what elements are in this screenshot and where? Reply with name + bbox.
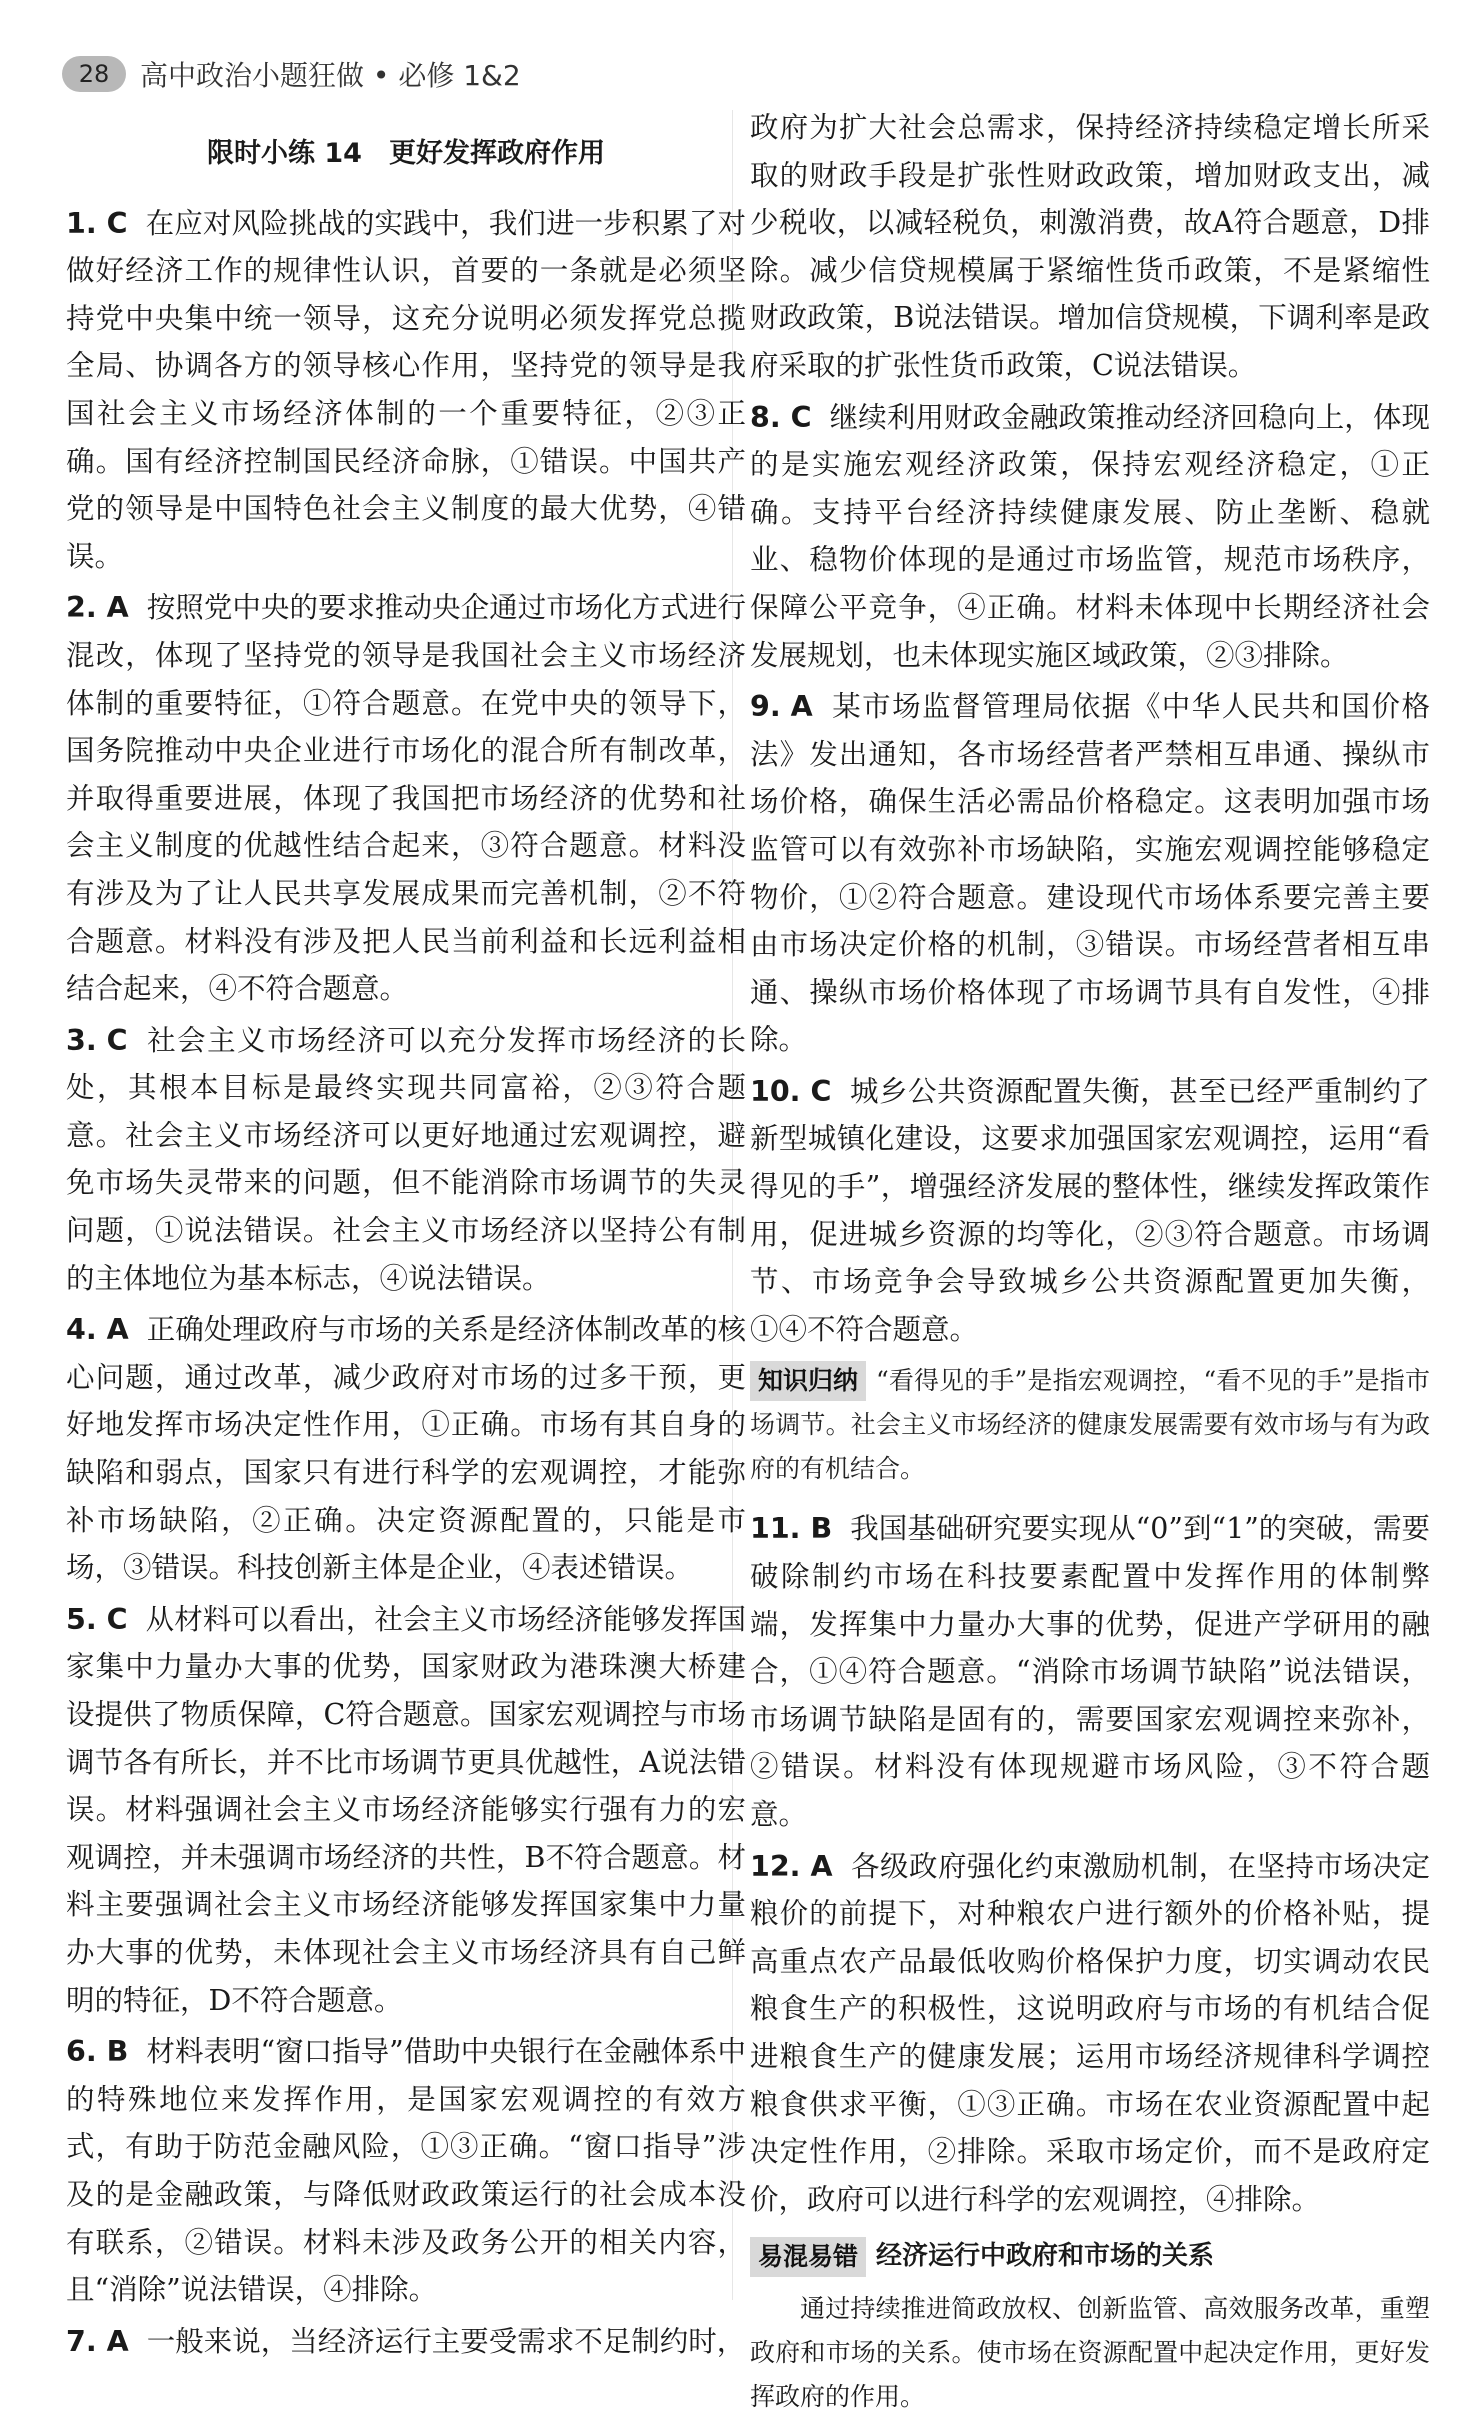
- confusion-text: 通过持续推进简政放权、创新监管、高效服务改革，重塑政府和市场的关系。使市场在资源配置中起决定作用，更好发挥政府的作用。: [750, 2293, 1430, 2411]
- answer-letter: C: [790, 400, 812, 434]
- answer-item: [66, 2318, 746, 2366]
- question-number: 4.: [66, 1313, 97, 1347]
- lesson-title: 限时小练 14 更好发挥政府作用: [207, 138, 605, 169]
- left-column: [66, 120, 746, 2369]
- answer-letter: C: [106, 1023, 128, 1057]
- question-number: 7.: [66, 2324, 97, 2358]
- answer-letter: A: [810, 1849, 833, 1883]
- answer-letter: B: [810, 1512, 833, 1546]
- answer-item: [750, 394, 1430, 680]
- knowledge-summary: [750, 1359, 1430, 1491]
- explanation-text: 正确处理政府与市场的关系是经济体制改革的核心问题，通过改革，减少政府对市场的过多干预，更好地发挥市场决定性作用，①正确。市场有其自身的缺陷和弱点，国家只有进行科学的宏观调控，才能弥补市场缺陷，②正确。决定资源配置的，只能是市场，③错误。科技创新主体是企业，④表述错误。: [66, 1313, 746, 1585]
- explanation-text: 一般来说，当经济运行主要受需求不足制约时，: [146, 2324, 746, 2358]
- answer-item: [66, 1017, 746, 1303]
- answer-list-left: [66, 200, 746, 2366]
- explanation-text: 各级政府强化约束激励机制，在坚持市场决定粮价的前提下，对种粮农户进行额外的价格补贴，提高重点农产品最低收购价格保护力度，切实调动农民粮食生产的积极性，这说明政府与市场的有机结合促进粮食生产的健康发展；运用市场经济规律科学调控粮食供求平衡，①③正确。市场在农业资源配置中起决定性作用，②排除。采取市场定价，而不是政府定价，政府可以进行科学的宏观调控，④排除。: [750, 1849, 1430, 2216]
- answer-letter: C: [810, 1074, 832, 1108]
- explanation-text: 材料表明“窗口指导”借助中央银行在金融体系中的特殊地位来发挥作用，是国家宏观调控的有效方式，有助于防范金融风险，①③正确。“窗口指导”涉及的是金融政策，与降低财政政策运行的社会成本没有联系，②错误。材料未涉及政务公开的相关内容，且“消除”说法错误，④排除。: [66, 2035, 746, 2307]
- question-number: 10.: [750, 1074, 801, 1108]
- answer-letter: A: [106, 591, 129, 625]
- answer-letter: A: [790, 690, 813, 724]
- answer-item: [750, 1068, 1430, 1354]
- page-number: 28: [62, 56, 126, 92]
- answer-item: [750, 1505, 1430, 1838]
- confusion-header: [750, 2233, 1430, 2281]
- knowledge-text: “看得见的手”是指宏观调控，“看不见的手”是指市场调节。社会主义市场经济的健康发展需要有效市场与有为政府的有机结合。: [750, 1366, 1430, 1484]
- explanation-text: 我国基础研究要实现从“0”到“1”的突破，需要破除制约市场在科技要素配置中发挥作用的体制弊端，发挥集中力量办大事的优势，促进产学研用的融合，①④符合题意。“消除市场调节缺陷”说法错误，市场调节缺陷是固有的，需要国家宏观调控来弥补，②错误。材料没有体现规避市场风险，③不符合题意。: [750, 1512, 1430, 1831]
- answer-continuation: 政府为扩大社会总需求，保持经济持续稳定增长所采取的财政手段是扩张性财政政策，增加财政支出，减少税收，以减轻税负，刺激消费，故A符合题意，D排除。减少信贷规模属于紧缩性货币政策，不是紧缩性财政政策，B说法错误。增加信贷规模，下调利率是政府采取的扩张性货币政策，C说法错误。: [750, 111, 1430, 382]
- question-number: 6.: [66, 2035, 97, 2069]
- explanation-text: 从材料可以看出，社会主义市场经济能够发挥国家集中力量办大事的优势，国家财政为港珠澳大桥建设提供了物质保障，C符合题意。国家宏观调控与市场调节各有所长，并不比市场调节更具优越性，A说法错误。材料强调社会主义市场经济能够实行强有力的宏观调控，并未强调市场经济的共性，B不符合题意。材料主要强调社会主义市场经济能够发挥国家集中力量办大事的优势，未体现社会主义市场经济具有自己鲜明的特征，D不符合题意。: [66, 1602, 746, 2017]
- confusion-title: 经济运行中政府和市场的关系: [876, 2241, 1215, 2272]
- answer-letter: B: [106, 2035, 129, 2069]
- explanation-text: 在应对风险挑战的实践中，我们进一步积累了对做好经济工作的规律性认识，首要的一条就是必须坚持党中央集中统一领导，这充分说明必须发挥党总揽全局、协调各方的领导核心作用，坚持党的领导是我国社会主义市场经济体制的一个重要特征，②③正确。国有经济控制国民经济命脉，①错误。中国共产党的领导是中国特色社会主义制度的最大优势，④错误。: [66, 206, 746, 573]
- answer-item: [66, 1596, 746, 2024]
- answer-item: [750, 1843, 1430, 2224]
- answer-item: [66, 200, 746, 581]
- explanation-text: 某市场监督管理局依据《中华人民共和国价格法》发出通知，各市场经营者严禁相互串通、操纵市场价格，确保生活必需品价格稳定。这表明加强市场监管可以有效弥补市场缺陷，实施宏观调控能够稳定物价，①②符合题意。建设现代市场体系要完善主要由市场决定价格的机制，③错误。市场经营者相互串通、操纵市场价格体现了市场调节具有自发性，④排除。: [750, 690, 1430, 1057]
- confusion-tag: 易混易错: [750, 2237, 866, 2277]
- question-number: 9.: [750, 690, 781, 724]
- answer-letter: C: [106, 206, 128, 240]
- question-number: 12.: [750, 1849, 801, 1883]
- explanation-text: 城乡公共资源配置失衡，甚至已经严重制约了新型城镇化建设，这要求加强国家宏观调控，运用“看得见的手”，增强经济发展的整体性，继续发挥政策作用，促进城乡资源的均等化，②③符合题意。市场调节、市场竞争会导致城乡公共资源配置更加失衡，①④不符合题意。: [750, 1074, 1430, 1346]
- answer-letter: A: [106, 1313, 129, 1347]
- question-number: 3.: [66, 1023, 97, 1057]
- right-column: [750, 104, 1430, 2419]
- book-title: 高中政治小题狂做 • 必修 1&2: [140, 59, 521, 92]
- answer-letter: C: [106, 1602, 128, 1636]
- answer-item: [66, 2028, 746, 2314]
- answer-item: [750, 683, 1430, 1064]
- explanation-text: 社会主义市场经济可以充分发挥市场经济的长处，其根本目标是最终实现共同富裕，②③符合题意。社会主义市场经济可以更好地通过宏观调控，避免市场失灵带来的问题，但不能消除市场调节的失灵问题，①说法错误。社会主义市场经济以坚持公有制的主体地位为基本标志，④说法错误。: [66, 1023, 746, 1295]
- question-number: 11.: [750, 1512, 801, 1546]
- question-number: 1.: [66, 206, 97, 240]
- explanation-text: 继续利用财政金融政策推动经济回稳向上，体现的是实施宏观经济政策，保持宏观经济稳定，①正确。支持平台经济持续健康发展、防止垄断、稳就业、稳物价体现的是通过市场监管，规范市场秩序，保障公平竞争，④正确。材料未体现中长期经济社会发展规划，也未体现实施区域政策，②③排除。: [750, 400, 1430, 672]
- knowledge-tag: 知识归纳: [750, 1361, 866, 1401]
- answer-list-right-b: [750, 1505, 1430, 2223]
- question-number: 5.: [66, 1602, 97, 1636]
- answer-letter: A: [106, 2324, 129, 2358]
- explanation-text: 按照党中央的要求推动央企通过市场化方式进行混改，体现了坚持党的领导是我国社会主义市场经济体制的重要特征，①符合题意。在党中央的领导下，国务院推动中央企业进行市场化的混合所有制改革，并取得重要进展，体现了我国把市场经济的优势和社会主义制度的优越性结合起来，③符合题意。材料没有涉及为了让人民共享发展成果而完善机制，②不符合题意。材料没有涉及把人民当前利益和长远利益相结合起来，④不符合题意。: [66, 591, 746, 1006]
- answer-list-right-a: [750, 394, 1430, 1354]
- question-number: 2.: [66, 591, 97, 625]
- answer-item: [66, 584, 746, 1012]
- page-header: [62, 52, 521, 96]
- answer-item: [66, 1306, 746, 1592]
- question-number: 8.: [750, 400, 781, 434]
